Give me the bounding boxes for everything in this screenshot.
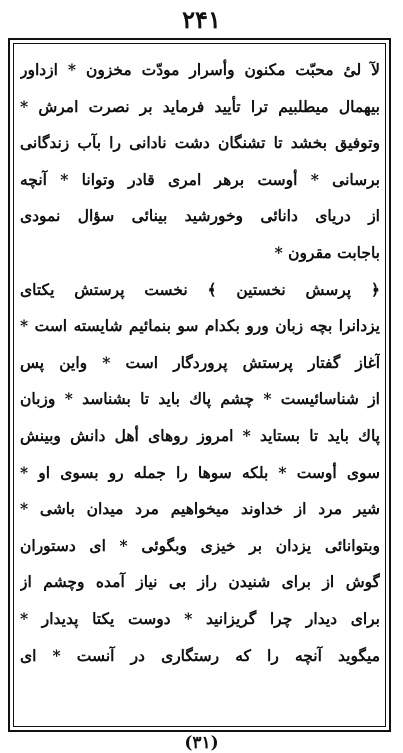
- text-line: گوش از برای شنیدن راز بی نیاز آمده وچشم از: [20, 572, 380, 592]
- text-body: [20, 52, 380, 722]
- page-number-top: ۲۴۱: [182, 5, 221, 34]
- text-line: باجابت مقرون *: [274, 242, 380, 262]
- text-line: از دریای دانائی وخورشید بینائی سؤال نمودی: [20, 206, 380, 226]
- text-line: آغاز گفتار پرستش پروردگار است * واین پس: [20, 352, 380, 372]
- text-line: از شناسائیست * چشم پاك باید تا بشناسد * وزبان: [20, 389, 380, 409]
- text-line: برسانی * أوست برهر امری قادر وتوانا * آنچه: [20, 169, 380, 189]
- text-line: وتوفیق بخشد تا تشنگان دشت نادانی را بآب زندگانی: [20, 133, 380, 153]
- text-line: میگوید آنچه را که رستگاری در آنست * ای: [20, 645, 380, 665]
- text-line: شیر مرد از خداوند میخواهیم مرد میدان باشی *: [20, 499, 380, 519]
- text-line: سوی أوست * بلکه سوها را جمله رو بسوی او *: [20, 462, 380, 482]
- text-line: وبتوانائی یزدان بر خیزی وبگوئی * ای دستوران: [20, 535, 380, 555]
- text-line: یزدانرا بچه زبان ورو بکدام سو بنمائیم شایسته است *: [20, 316, 380, 336]
- text-line: بیهمال میطلبیم ترا تأیید فرماید بر نصرت امرش *: [20, 96, 380, 116]
- section-heading-line: ﴿ پرسش نخستین ﴾ نخست پرستش یکتای: [20, 279, 380, 299]
- text-line: لآ لیٔ محبّت مکنون وأسرار مودّت مخزون * ازداور: [20, 60, 380, 79]
- text-line: برای دیدار چرا گریزانید * دوست یکتا پدیدار *: [20, 608, 380, 628]
- page-number-bottom: (۳۱): [184, 733, 219, 753]
- text-line: پاك باید تا بستاید * امروز روهای أهل دانش وبینش: [20, 425, 380, 445]
